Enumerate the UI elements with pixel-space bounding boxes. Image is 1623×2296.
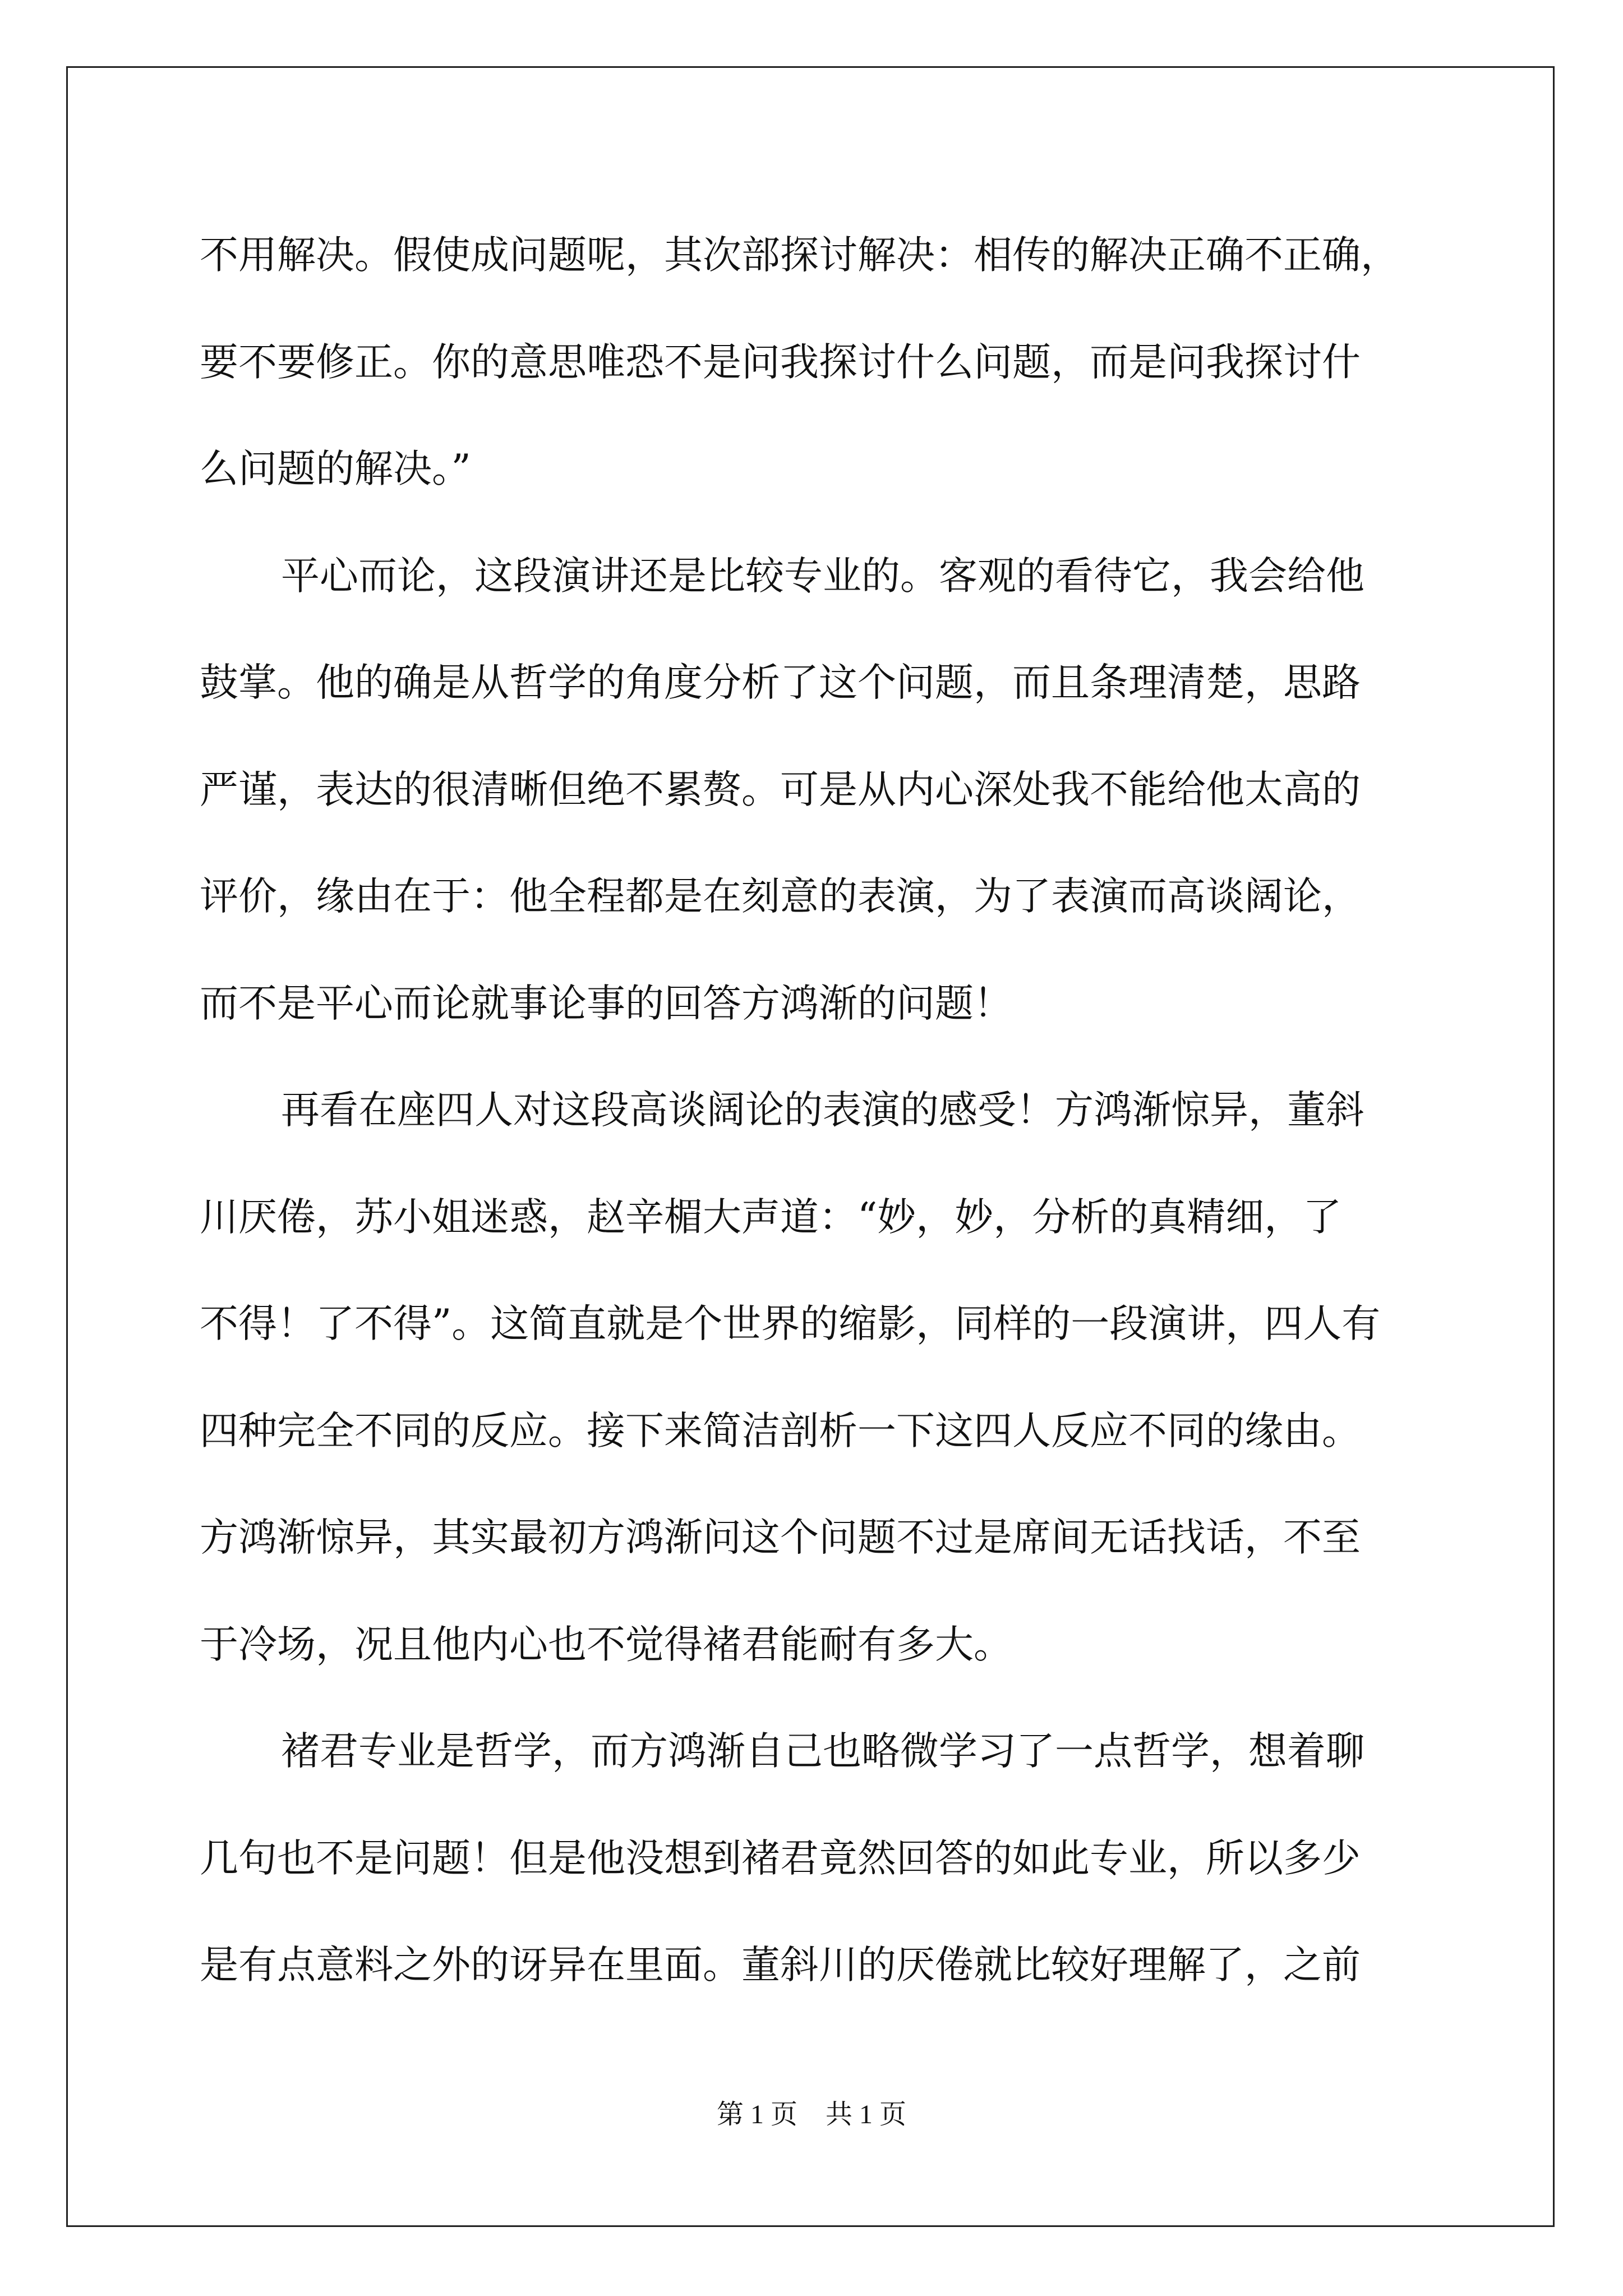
text-line: 不得！了不得”。这简直就是个世界的缩影，同样的一段演讲，四人有	[200, 1301, 1381, 1346]
text-line: 于冷场，况且他内心也不觉得褚君能耐有多大。	[200, 1622, 1012, 1667]
paragraph	[200, 523, 1428, 1057]
text-line: 而不是平心而论就事论事的回答方鸿渐的问题！	[200, 981, 1012, 1026]
page-total: 共 1 页	[826, 2100, 907, 2129]
text-line: 几句也不是问题！但是他没想到褚君竟然回答的如此专业，所以多少	[200, 1835, 1361, 1881]
text-line: 鼓掌。他的确是从哲学的角度分析了这个问题，而且条理清楚，思路	[200, 660, 1361, 705]
page-number: 第 1 页	[716, 2100, 797, 2129]
text-line: 褚君专业是哲学，而方鸿渐自己也略微学习了一点哲学，想着聊	[281, 1729, 1364, 1774]
text-line: 么问题的解决。”	[200, 447, 471, 491]
paragraph	[200, 1698, 1428, 2019]
text-line: 不用解决。假使成问题呢，其次部探讨解决：相传的解决正确不正确，	[200, 233, 1399, 278]
text-line: 再看在座四人对这段高谈阔论的表演的感受！方鸿渐惊异，董斜	[281, 1088, 1364, 1133]
text-line: 评价，缘由在于：他全程都是在刻意的表演，为了表演而高谈阔论，	[200, 874, 1361, 919]
text-line: 是有点意料之外的讶异在里面。董斜川的厌倦就比较好理解了，之前	[200, 1943, 1361, 1987]
text-line: 严谨，表达的很清晰但绝不累赘。可是从内心深处我不能给他太高的	[200, 767, 1361, 812]
paragraph	[200, 202, 1428, 523]
document-body	[200, 202, 1428, 2019]
text-line: 要不要修正。你的意思唯恐不是问我探讨什么问题，而是问我探讨什	[200, 339, 1361, 385]
text-line: 方鸿渐惊异，其实最初方鸿渐问这个问题不过是席间无话找话，不至	[200, 1515, 1361, 1560]
text-line: 川厌倦，苏小姐迷惑，赵辛楣大声道：“妙，妙，分析的真精细，了	[200, 1194, 1342, 1240]
text-line: 四种完全不同的反应。接下来简洁剖析一下这四人反应不同的缘由。	[200, 1408, 1361, 1453]
paragraph	[200, 1057, 1428, 1698]
text-line: 平心而论，这段演讲还是比较专业的。客观的看待它，我会给他	[281, 553, 1364, 599]
page-footer	[0, 2092, 1623, 2131]
